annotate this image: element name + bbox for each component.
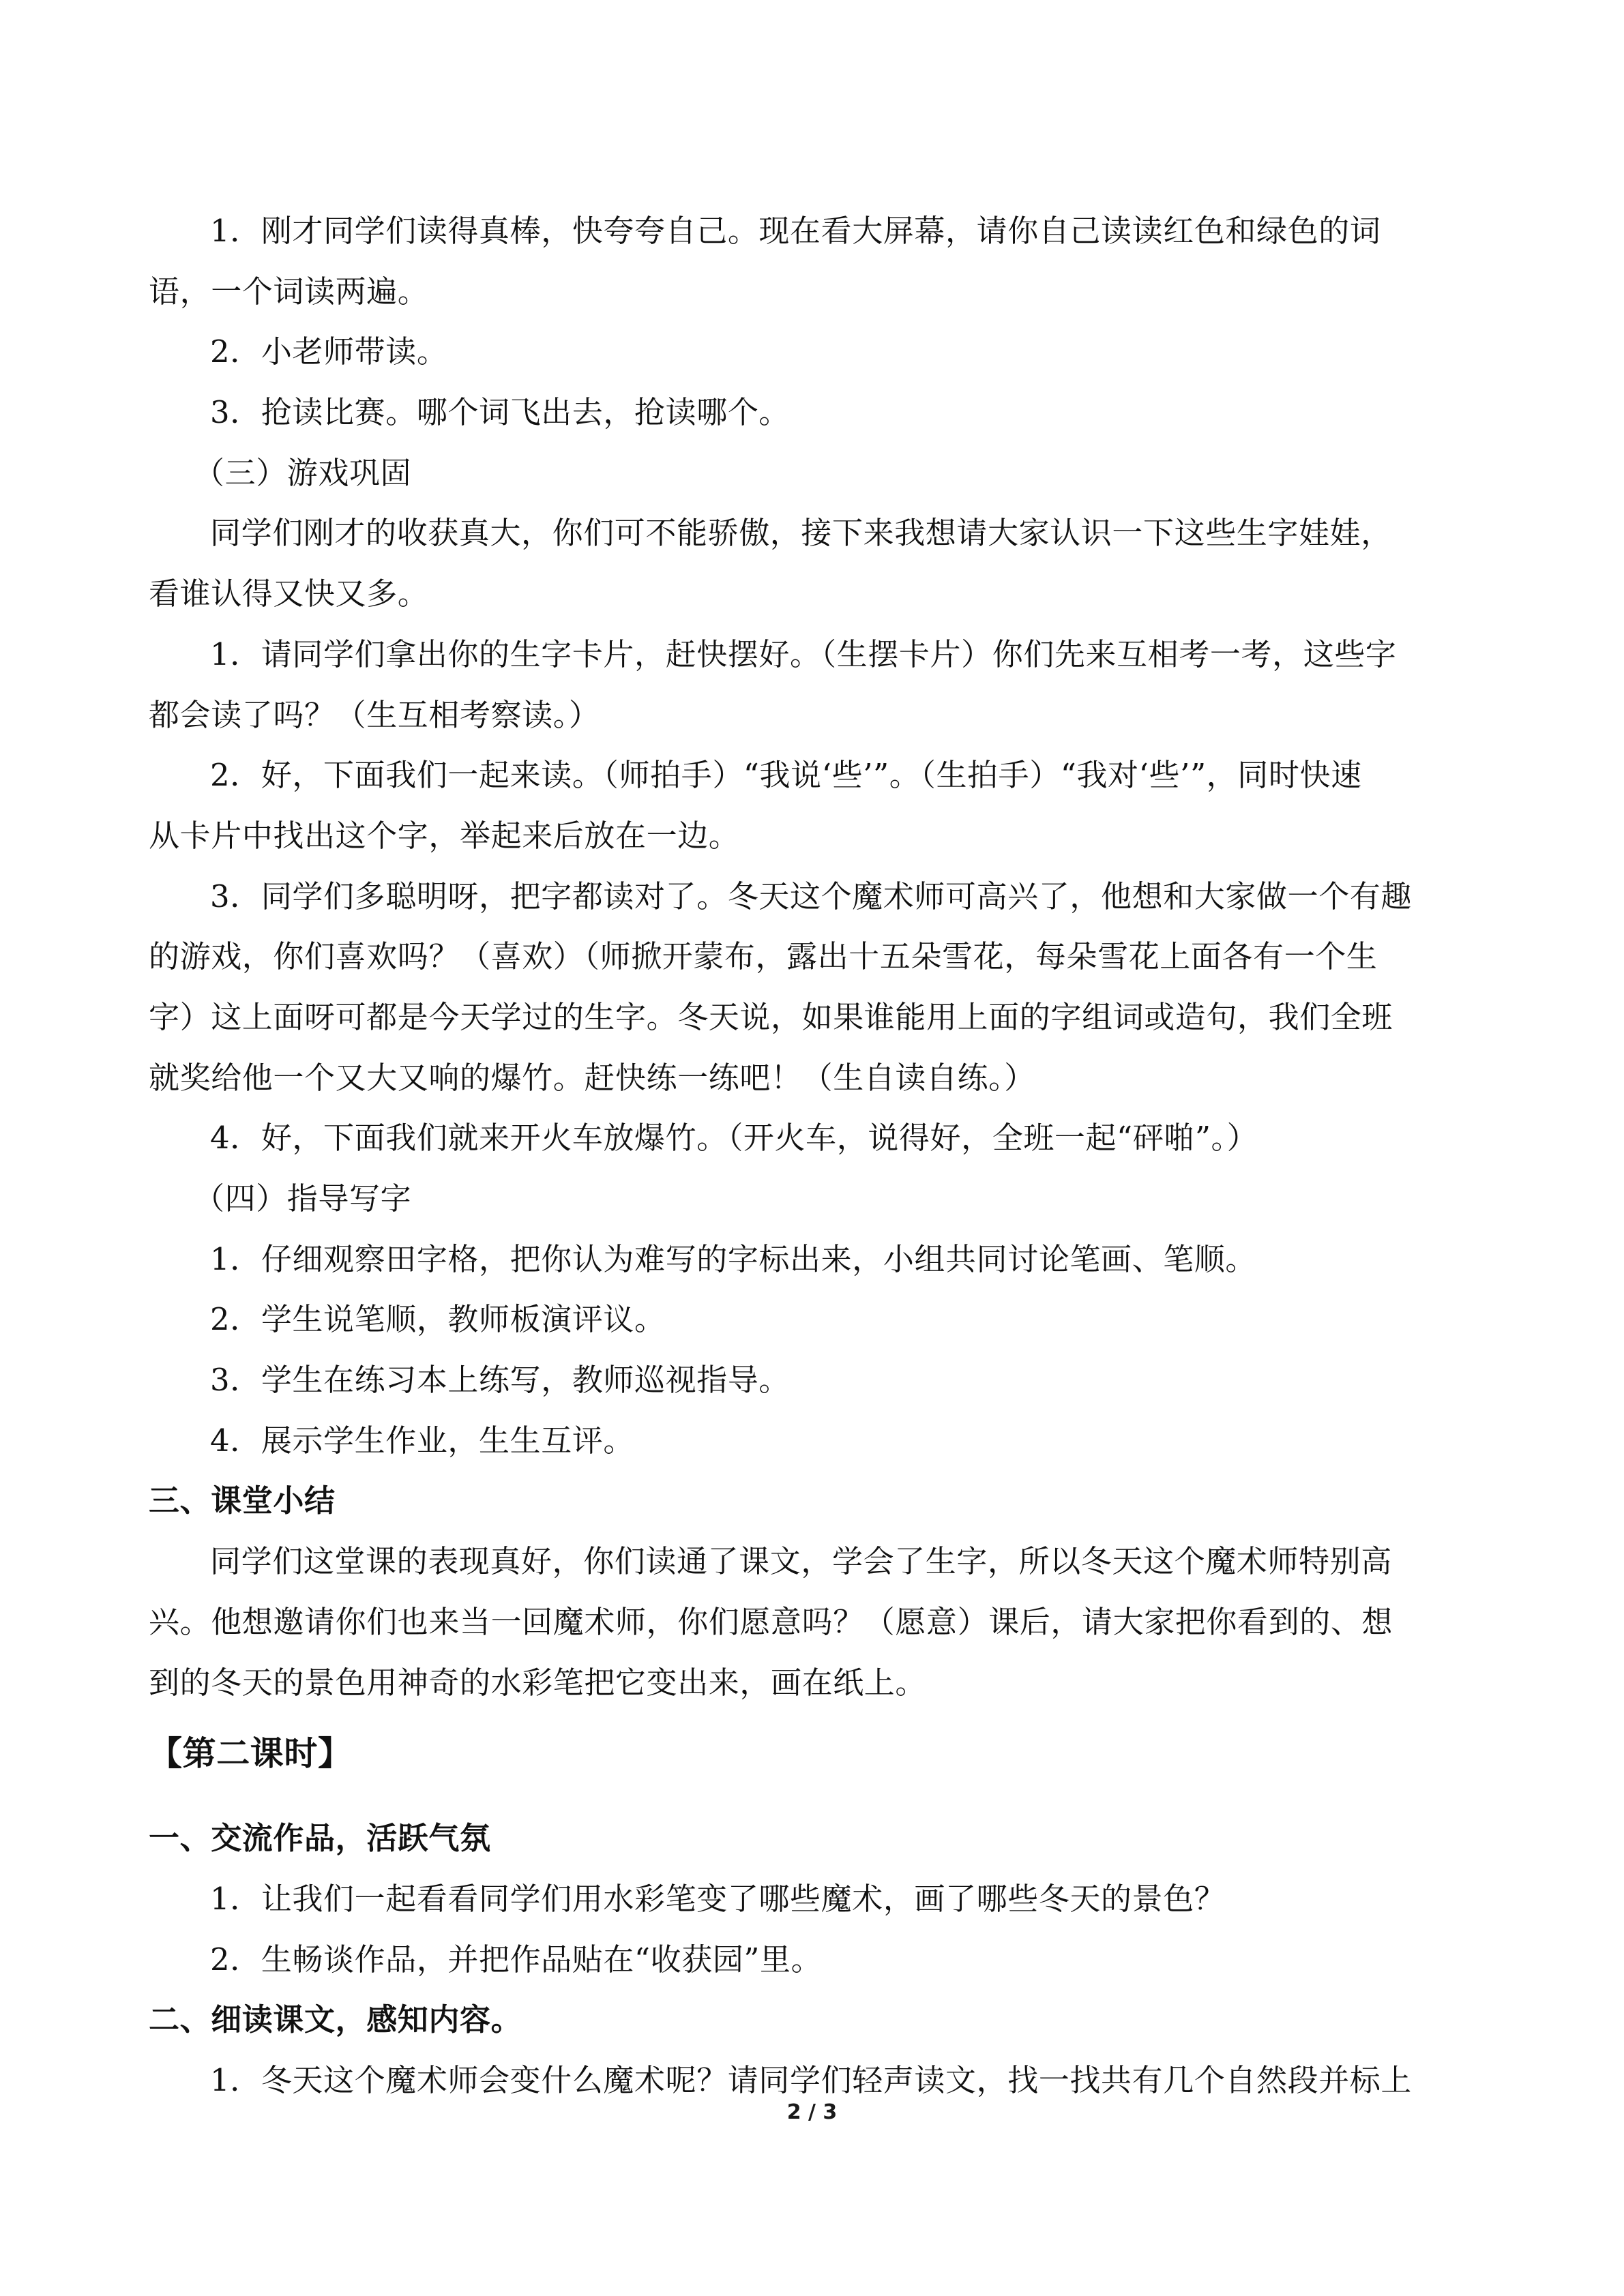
paragraph-line: 2．好，下面我们一起来读。（师拍手）“我说‘些’”。（生拍手）“我对‘些’”，同时快速 [210,757,1362,794]
paragraph-line: 1．请同学们拿出你的生字卡片，赶快摆好。（生摆卡片）你们先来互相考一考，这些字 [210,636,1397,672]
paragraph-line: 从卡片中找出这个字，举起来后放在一边。 [149,817,740,854]
paragraph-line: 3．学生在练习本上练写，教师巡视指导。 [210,1362,791,1399]
document-body [149,201,1475,2111]
paragraph-line: 同学们刚才的收获真大，你们可不能骄傲，接下来我想请大家认识一下这些生字娃娃， [210,515,1392,552]
paragraph-line: 1．刚才同学们读得真棒，快夸夸自己。现在看大屏幕，请你自己读读红色和绿色的词 [210,213,1381,249]
paragraph-line: 同学们这堂课的表现真好，你们读通了课文，学会了生字，所以冬天这个魔术师特别高 [210,1543,1392,1580]
paragraph-line: 4．展示学生作业，生生互评。 [210,1422,635,1459]
paragraph-line: 语，一个词读两遍。 [149,273,429,310]
paragraph-line: 1．让我们一起看看同学们用水彩笔变了哪些魔术，画了哪些冬天的景色？ [210,1880,1226,1917]
paragraph-line: 字）这上面呀可都是今天学过的生字。冬天说，如果谁能用上面的字组词或造句，我们全班 [149,998,1393,1035]
paragraph-line: 2．学生说笔顺，教师板演评议。 [210,1301,666,1338]
section-heading: 二、细读课文，感知内容。 [149,2001,522,2038]
paragraph-line: 3．同学们多聪明呀，把字都读对了。冬天这个魔术师可高兴了，他想和大家做一个有趣 [210,878,1413,914]
paragraph-line: 看谁认得又快又多。 [149,576,429,612]
page-number: 2 / 3 [786,2100,838,2124]
subsection-heading: （四）指导写字 [194,1180,412,1217]
paragraph-line: 的游戏，你们喜欢吗？（喜欢）（师掀开蒙布，露出十五朵雪花，每朵雪花上面各有一个生 [149,938,1378,975]
paragraph-line: 2．小老师带读。 [210,333,448,370]
paragraph-line: 3．抢读比赛。哪个词飞出去，抢读哪个。 [210,394,791,431]
paragraph-line: 到的冬天的景色用神奇的水彩笔把它变出来，画在纸上。 [149,1664,927,1701]
paragraph-line: 2．生畅谈作品，并把作品贴在“收获园”里。 [210,1941,823,1978]
paragraph-line: 兴。他想邀请你们也来当一回魔术师，你们愿意吗？（愿意）课后，请大家把你看到的、想 [149,1603,1393,1640]
section-heading: 一、交流作品，活跃气氛 [149,1820,491,1857]
paragraph-line: 4．好，下面我们就来开火车放爆竹。（开火车，说得好，全班一起“砰啪”。） [210,1120,1258,1157]
paragraph-line: 1．冬天这个魔术师会变什么魔术呢？请同学们轻声读文，找一找共有几个自然段并标上 [210,2061,1413,2098]
paragraph-line: 1．仔细观察田字格，把你认为难写的字标出来，小组共同讨论笔画、笔顺。 [210,1240,1257,1277]
paragraph-line: 都会读了吗？（生互相考察读。） [149,696,600,733]
section-heading: 三、课堂小结 [149,1482,336,1519]
lesson-title: 【第二课时】 [149,1734,352,1774]
paragraph-line: 就奖给他一个又大又响的爆竹。赶快练一练吧！（生自读自练。） [149,1059,1035,1096]
subsection-heading: （三）游戏巩固 [194,454,412,491]
